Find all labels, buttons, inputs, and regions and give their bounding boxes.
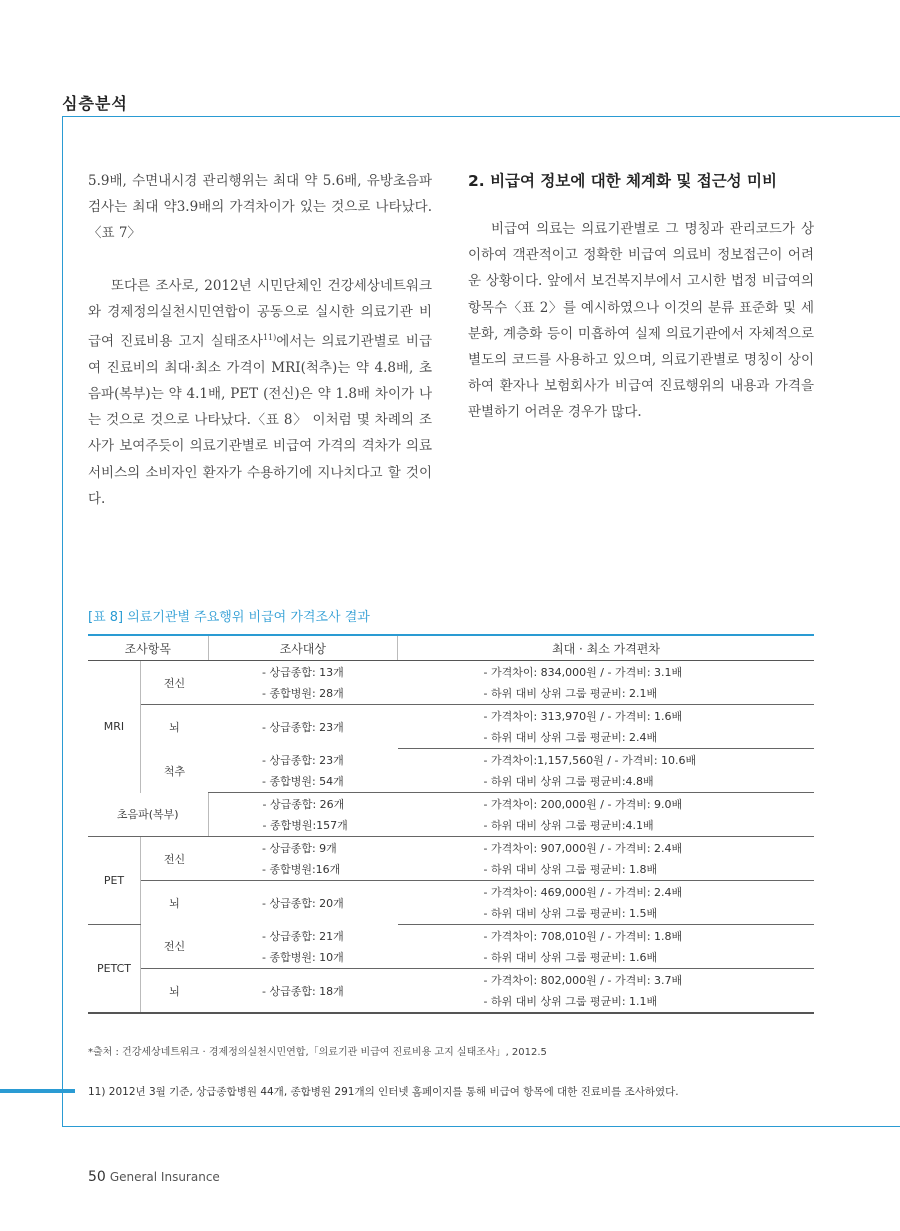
sub-label: 뇌 [141, 705, 209, 749]
target-cell: - 상급종합: 26개 [262, 797, 345, 811]
table-row [88, 661, 814, 683]
left-paragraph-2 [88, 273, 432, 512]
table-row [88, 793, 814, 815]
publication-name: General Insurance [109, 1170, 220, 1184]
footnote: 11) 2012년 3월 기준, 상급종합병원 44개, 종합병원 291개의 인터넷 홈페이지를 통해 비급여 항목에 대한 진료비를 조사하였다. [88, 1086, 679, 1098]
footnote-accent-bar [0, 1089, 75, 1093]
sub-label: 전신 [163, 852, 186, 866]
target-cell: - 종합병원:16개 [208, 859, 398, 881]
deviation-cell: - 가격차이: 469,000원 / - 가격비: 2.4배 [398, 881, 815, 903]
table-row [88, 969, 814, 991]
deviation-cell: - 하위 대비 상위 그룹 평균비: 1.1배 [398, 991, 815, 1014]
table-row [88, 749, 814, 771]
section-label: 심층분석 [62, 94, 128, 113]
table-row [88, 925, 814, 947]
group-mri: MRI [88, 661, 141, 793]
header-target: 조사대상 [208, 635, 398, 661]
left-paragraph-1: 5.9배, 수면내시경 관리행위는 최대 약 5.6배, 유방초음파 검사는 최대 약3.9배의 가격차이가 있는 것으로 나타났다.〈표 7〉 [88, 173, 432, 242]
group-pet: PET [88, 837, 141, 925]
deviation-cell: - 하위 대비 상위 그룹 평균비: 2.1배 [398, 683, 815, 705]
deviation-cell: - 하위 대비 상위 그룹 평균비: 1.6배 [398, 947, 815, 969]
deviation-cell: - 가격차이: 834,000원 / - 가격비: 3.1배 [483, 665, 683, 679]
target-cell: - 상급종합: 20개 [208, 881, 398, 925]
frame-left-rule [62, 116, 63, 1126]
right-paragraph-1: 비급여 의료는 의료기관별로 그 명칭과 관리코드가 상이하여 객관적이고 정확한 비급여 의료비 정보접근이 어려운 상황이다. 앞에서 보건복지부에서 고시한 법정 비급여의 항목수〈표 2〉를 예시하였으나 이것의 분류 표준화 및 세분화, 계층화 등이 미흡하여 실제 의료기관에서 자체적으로 별도의 코드를 사용하고 있으며, 의료기관별로 명칭이 상이하여 환자나 보험회사가 비급여 진료행위의 내용과 가격을 판별하기 어려운 경우가 많다. [468, 221, 814, 421]
deviation-cell: - 가격차이: 313,970원 / - 가격비: 1.6배 [398, 705, 815, 727]
sub-label: 전신 [163, 676, 186, 690]
group-petct: PETCT [88, 925, 141, 1014]
sub-label: 척추 [163, 764, 186, 778]
target-cell: - 상급종합: 9개 [262, 841, 337, 855]
deviation-cell: - 하위 대비 상위 그룹 평균비: 1.5배 [398, 903, 815, 925]
deviation-cell: - 하위 대비 상위 그룹 평균비: 1.8배 [398, 859, 815, 881]
sub-label: 뇌 [141, 881, 209, 925]
frame-top-rule [62, 116, 900, 117]
footnote-ref[interactable]: 11) [262, 333, 277, 343]
table-row [88, 837, 814, 859]
target-cell: - 상급종합: 21개 [262, 929, 344, 943]
header-item: 조사항목 [88, 635, 208, 661]
target-cell: - 종합병원: 28개 [208, 683, 398, 705]
left-column [88, 168, 432, 512]
left-paragraph-2-post: 에서는 의료기관별로 비급여 진료비의 최대·최소 가격이 MRI(척추)는 약 4.8배, 초음파(복부)는 약 4.1배, PET (전신)은 약 1.8배 차이가 나는 것으로 것으로 나타났다.〈표 8〉 이처럼 몇 차례의 조사가 보여주듯이 의료기관별로 비급여 가격의 격차가 의료서비스의 소비자인 환자가 수용하기에 지나치다고 할 것이다. [88, 333, 432, 507]
page-number: 50 [88, 1169, 106, 1185]
left-paragraph-2-pre: 또다른 조사로, 2012년 시민단체인 건강세상네트워크와 경제정의실천시민연합이 공동으로 실시한 의료기관 비급여 진료비용 고지 실태조사 [88, 277, 432, 350]
target-cell: - 종합병원: 10개 [208, 947, 398, 969]
deviation-cell: - 가격차이: 907,000원 / - 가격비: 2.4배 [483, 841, 683, 855]
page-footer [88, 1169, 220, 1185]
section-heading: 2. 비급여 정보에 대한 체계화 및 접근성 미비 [468, 172, 777, 190]
deviation-cell: - 하위 대비 상위 그룹 평균비:4.8배 [398, 771, 815, 793]
deviation-cell: - 가격차이: 802,000원 / - 가격비: 3.7배 [398, 969, 815, 991]
target-cell: - 종합병원:157개 [208, 815, 398, 837]
header-deviation: 최대 · 최소 가격편차 [398, 635, 815, 661]
deviation-cell: - 가격차이: 708,010원 / - 가격비: 1.8배 [483, 929, 683, 943]
sub-label: 전신 [163, 940, 186, 954]
table-row [88, 881, 814, 903]
table-source: *출처 : 건강세상네트워크 · 경제정의실천시민연합,「의료기관 비급여 진료비용 고지 실태조사」, 2012.5 [88, 1047, 547, 1058]
deviation-cell: - 가격차이: 200,000원 / - 가격비: 9.0배 [483, 797, 683, 811]
table-header-row [88, 635, 814, 661]
table-title: [표 8] 의료기관별 주요행위 비급여 가격조사 결과 [88, 610, 370, 625]
target-cell: - 상급종합: 23개 [208, 705, 398, 749]
target-cell: - 종합병원: 54개 [208, 771, 398, 793]
deviation-cell: - 가격차이:1,157,560원 / - 가격비: 10.6배 [483, 753, 697, 767]
target-cell: - 상급종합: 13개 [262, 665, 344, 679]
target-cell: - 상급종합: 23개 [262, 753, 344, 767]
deviation-cell: - 하위 대비 상위 그룹 평균비: 2.4배 [398, 727, 815, 749]
right-column [468, 168, 814, 426]
target-cell: - 상급종합: 18개 [208, 969, 398, 1014]
table-row [88, 705, 814, 727]
sub-label: 뇌 [141, 969, 209, 1014]
deviation-cell: - 하위 대비 상위 그룹 평균비:4.1배 [398, 815, 815, 837]
price-table [88, 634, 814, 1014]
group-ultrasound: 초음파(복부) [88, 793, 208, 837]
frame-bottom-rule [62, 1126, 900, 1127]
